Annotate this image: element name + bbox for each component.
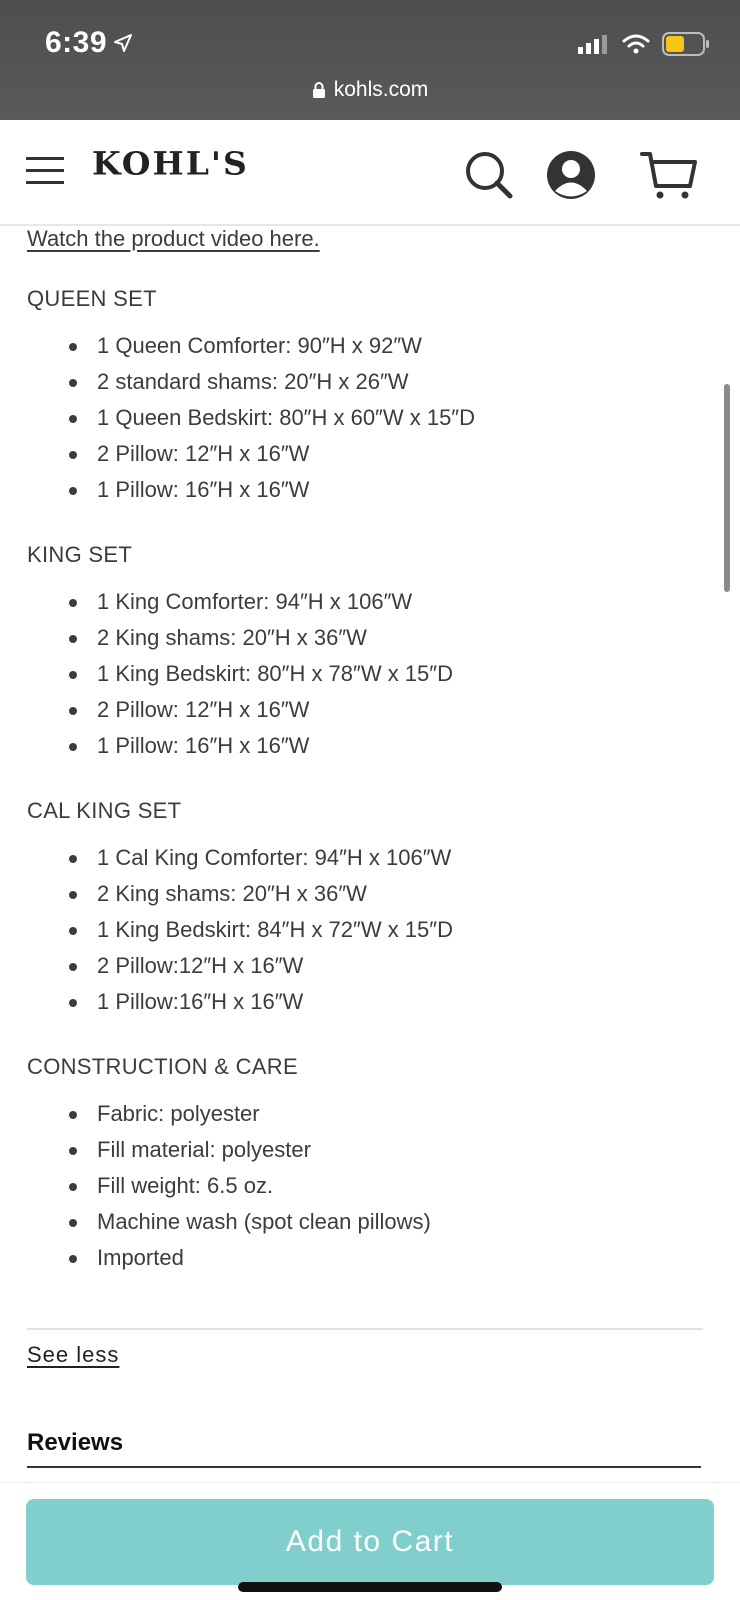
section-queen-set (27, 286, 707, 508)
signal-icon (578, 34, 610, 54)
see-less-link[interactable]: See less (27, 1342, 120, 1367)
bullet-list (27, 1096, 707, 1276)
bullet-list (27, 328, 707, 508)
status-bar (0, 0, 740, 120)
section-construction-care (27, 1054, 707, 1276)
section-title: KING SET (27, 542, 133, 567)
section-title: CAL KING SET (27, 798, 182, 823)
status-time-group (45, 26, 133, 60)
list-item: 1 Pillow:16″H x 16″W (69, 984, 707, 1020)
bullet-list (27, 840, 707, 1020)
list-item: 1 Pillow: 16″H x 16″W (69, 728, 707, 764)
hamburger-menu-icon[interactable] (26, 156, 64, 186)
search-icon[interactable] (462, 148, 516, 202)
list-item: Imported (69, 1240, 707, 1276)
reviews-underline (27, 1466, 701, 1468)
bullet-list (27, 584, 707, 764)
section-king-set (27, 542, 707, 764)
cart-icon[interactable] (640, 148, 698, 202)
section-title: CONSTRUCTION & CARE (27, 1054, 298, 1079)
list-item: Machine wash (spot clean pillows) (69, 1204, 707, 1240)
kohls-logo[interactable]: KOHL'S (92, 144, 249, 183)
status-time: 6:39 (45, 26, 108, 59)
list-item: 1 King Bedskirt: 84″H x 72″W x 15″D (69, 912, 707, 948)
list-item: 2 Pillow:12″H x 16″W (69, 948, 707, 984)
account-icon[interactable] (544, 148, 598, 202)
status-icons (578, 32, 710, 56)
list-item: 2 King shams: 20″H x 36″W (69, 620, 707, 656)
product-video-link[interactable]: Watch the product video here. (27, 226, 320, 251)
address-bar[interactable] (0, 78, 740, 102)
home-indicator[interactable] (238, 1582, 502, 1592)
list-item: 2 standard shams: 20″H x 26″W (69, 364, 707, 400)
section-title: QUEEN SET (27, 286, 157, 311)
battery-icon (662, 32, 710, 56)
list-item: 1 King Bedskirt: 80″H x 78″W x 15″D (69, 656, 707, 692)
reviews-heading[interactable]: Reviews (27, 1429, 124, 1456)
page-scrollbar[interactable] (724, 384, 730, 592)
list-item: Fabric: polyester (69, 1096, 707, 1132)
list-item: 1 King Comforter: 94″H x 106″W (69, 584, 707, 620)
site-header (0, 120, 740, 226)
section-cal-king-set (27, 798, 707, 1020)
list-item: Fill material: polyester (69, 1132, 707, 1168)
list-item: 1 Cal King Comforter: 94″H x 106″W (69, 840, 707, 876)
location-arrow-icon (113, 33, 133, 53)
url-text: kohls.com (333, 78, 429, 101)
list-item: 2 King shams: 20″H x 36″W (69, 876, 707, 912)
add-to-cart-button[interactable]: Add to Cart (26, 1499, 714, 1585)
list-item: 2 Pillow: 12″H x 16″W (69, 692, 707, 728)
divider (27, 1328, 703, 1330)
list-item: 1 Pillow: 16″H x 16″W (69, 472, 707, 508)
list-item: 1 Queen Bedskirt: 80″H x 60″W x 15″D (69, 400, 707, 436)
list-item: 2 Pillow: 12″H x 16″W (69, 436, 707, 472)
list-item: Fill weight: 6.5 oz. (69, 1168, 707, 1204)
lock-icon (312, 82, 326, 98)
wifi-icon (622, 34, 650, 54)
list-item: 1 Queen Comforter: 90″H x 92″W (69, 328, 707, 364)
product-details (27, 222, 707, 1276)
